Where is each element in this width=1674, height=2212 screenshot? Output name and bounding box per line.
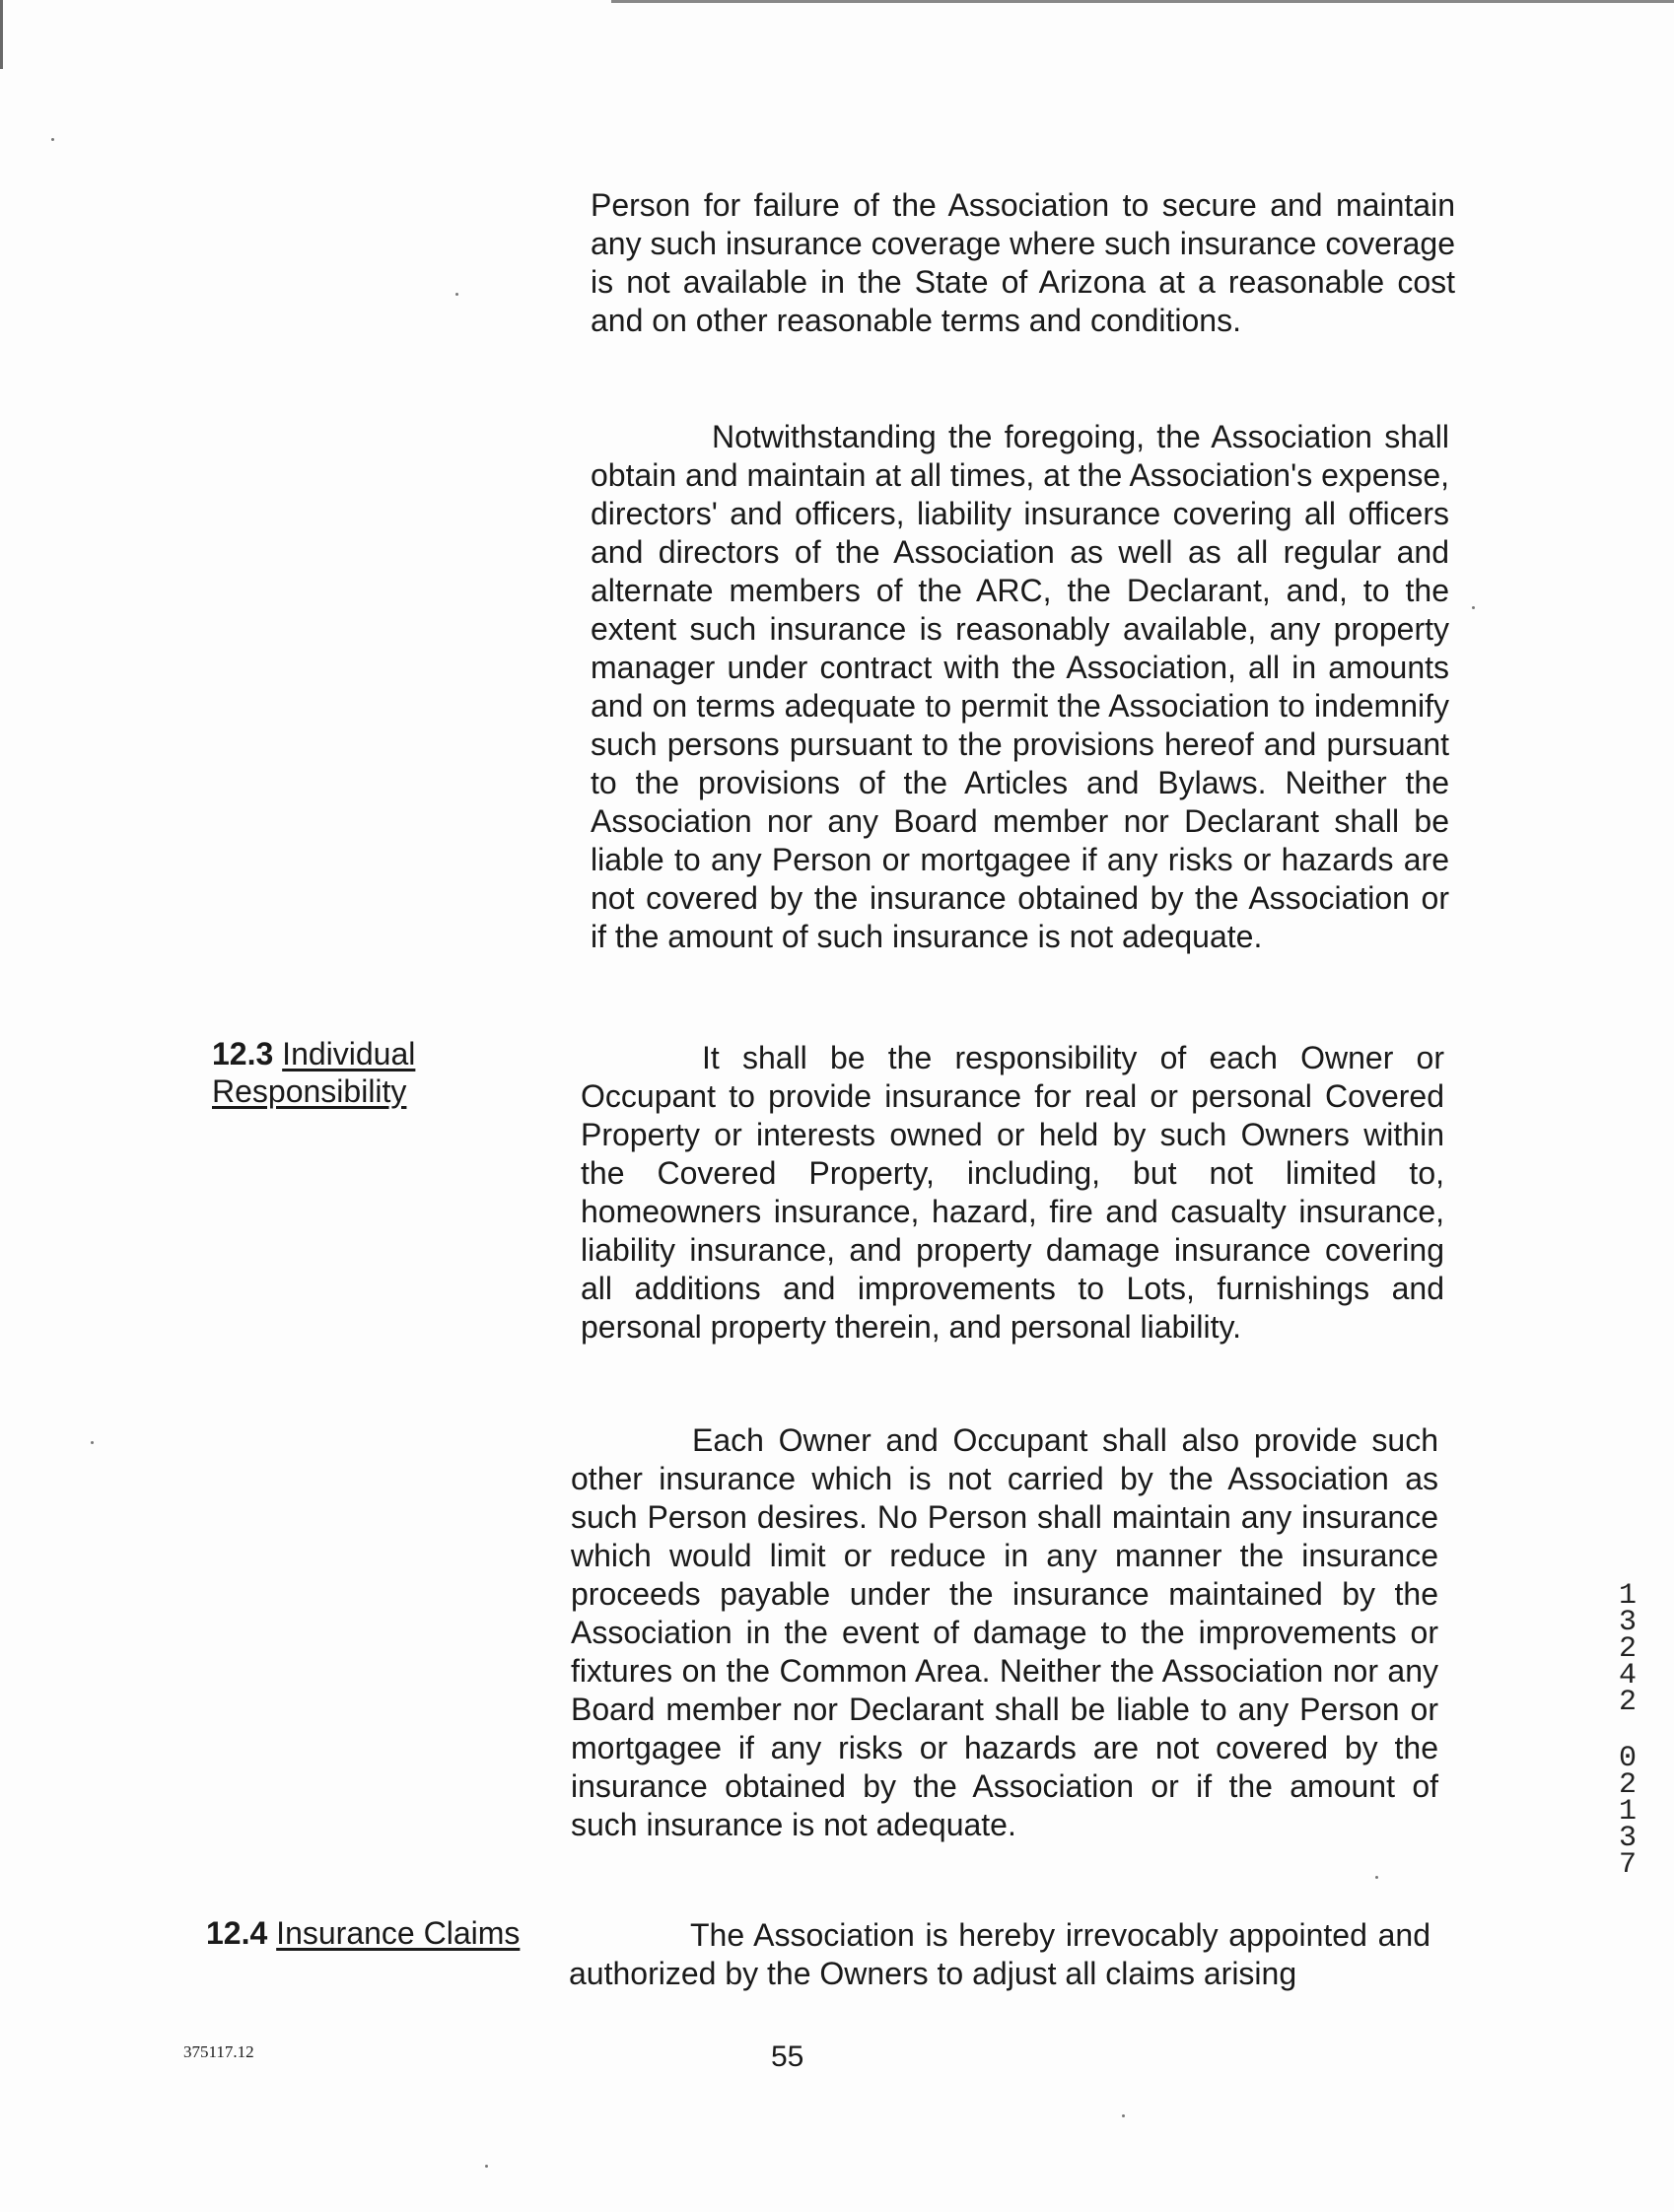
scan-speck: [1375, 1876, 1378, 1879]
stamp-digit: 4: [1618, 1659, 1637, 1693]
stamp-digit: 7: [1618, 1848, 1637, 1882]
paragraph-liability-insurance: Notwithstanding the foregoing, the Association shall obtain and maintain at all times, at the Association's expense, directors' and officers, liability insurance covering all officers and directors of the Association as well as all regular and alternate members of the ARC, the Declarant, and, to the extent such insurance is reasonably available, any property manager under contract with the Association, all in amounts and on terms adequate to permit the Association to indemnify such persons pursuant to the provisions hereof and pursuant to the provisions of the Articles and Bylaws. Neither the Association nor any Board member nor Declarant shall be liable to any Person or mortgagee if any risks or hazards are not covered by the insurance obtained by the Association or if the amount of such insurance is not adequate.: [591, 419, 1449, 954]
stamp-digit: 1: [1618, 1579, 1637, 1613]
recording-stamp: [1613, 1579, 1642, 1882]
scan-edge-left: [0, 0, 3, 69]
stamp-digit: 3: [1618, 1606, 1637, 1639]
stamp-digit: 0: [1618, 1742, 1637, 1775]
stamp-digit: 2: [1618, 1686, 1637, 1719]
scan-edge-top: [611, 0, 1674, 3]
section-heading-12-4: [206, 1914, 520, 1952]
stamp-digit: 2: [1618, 1768, 1637, 1802]
stamp-digit: 3: [1618, 1822, 1637, 1855]
paragraph-individual-responsibility: It shall be the responsibility of each Owner or Occupant to provide insurance for real or personal Covered Property or interests owned or held by such Owners within the Covered Property, including, but not limited to, homeowners insurance, hazard, fire and casualty insurance, liability insurance, and property damage insurance covering all additions and improvements to Lots, furnishings and personal property therein, and personal liability.: [581, 1040, 1444, 1345]
scan-speck: [91, 1441, 94, 1444]
section-title: Individual: [282, 1036, 416, 1071]
paragraph-insurance-claims: The Association is hereby irrevocably appointed and authorized by the Owners to adjust all claims arising: [569, 1917, 1430, 1991]
stamp-digit: 2: [1618, 1632, 1637, 1666]
section-number: 12.3: [212, 1036, 274, 1071]
scan-speck: [51, 138, 54, 141]
scan-speck: [1472, 606, 1475, 609]
scan-speck: [485, 2165, 488, 2168]
scan-speck: [455, 293, 458, 296]
page-number: 55: [771, 2040, 804, 2073]
section-title: Insurance Claims: [276, 1915, 521, 1951]
section-title-continued: Responsibility: [212, 1073, 407, 1109]
document-id: 375117.12: [183, 2042, 254, 2061]
paragraph-other-insurance: Each Owner and Occupant shall also provide such other insurance which is not carried by the Association as such Person desires. No Person shall maintain any insurance which would limit or reduce in any manner the insurance proceeds payable under the insurance maintained by the Association in the event of damage to the improvements or fixtures on the Common Area. Neither the Association nor any Board member nor Declarant shall be liable to any Person or mortgagee if any risks or hazards are not covered by the insurance obtained by the Association or if the amount of such insurance is not adequate.: [571, 1422, 1438, 1842]
stamp-digit: 1: [1618, 1795, 1637, 1829]
section-heading-12-3: [212, 1035, 415, 1110]
section-number: 12.4: [206, 1915, 268, 1951]
paragraph-continuation: Person for failure of the Association to secure and maintain any such insurance coverage where such insurance coverage is not available in the State of Arizona at a reasonable cost and on other reasonable terms and conditions.: [591, 187, 1455, 338]
scan-speck: [1122, 2114, 1125, 2117]
